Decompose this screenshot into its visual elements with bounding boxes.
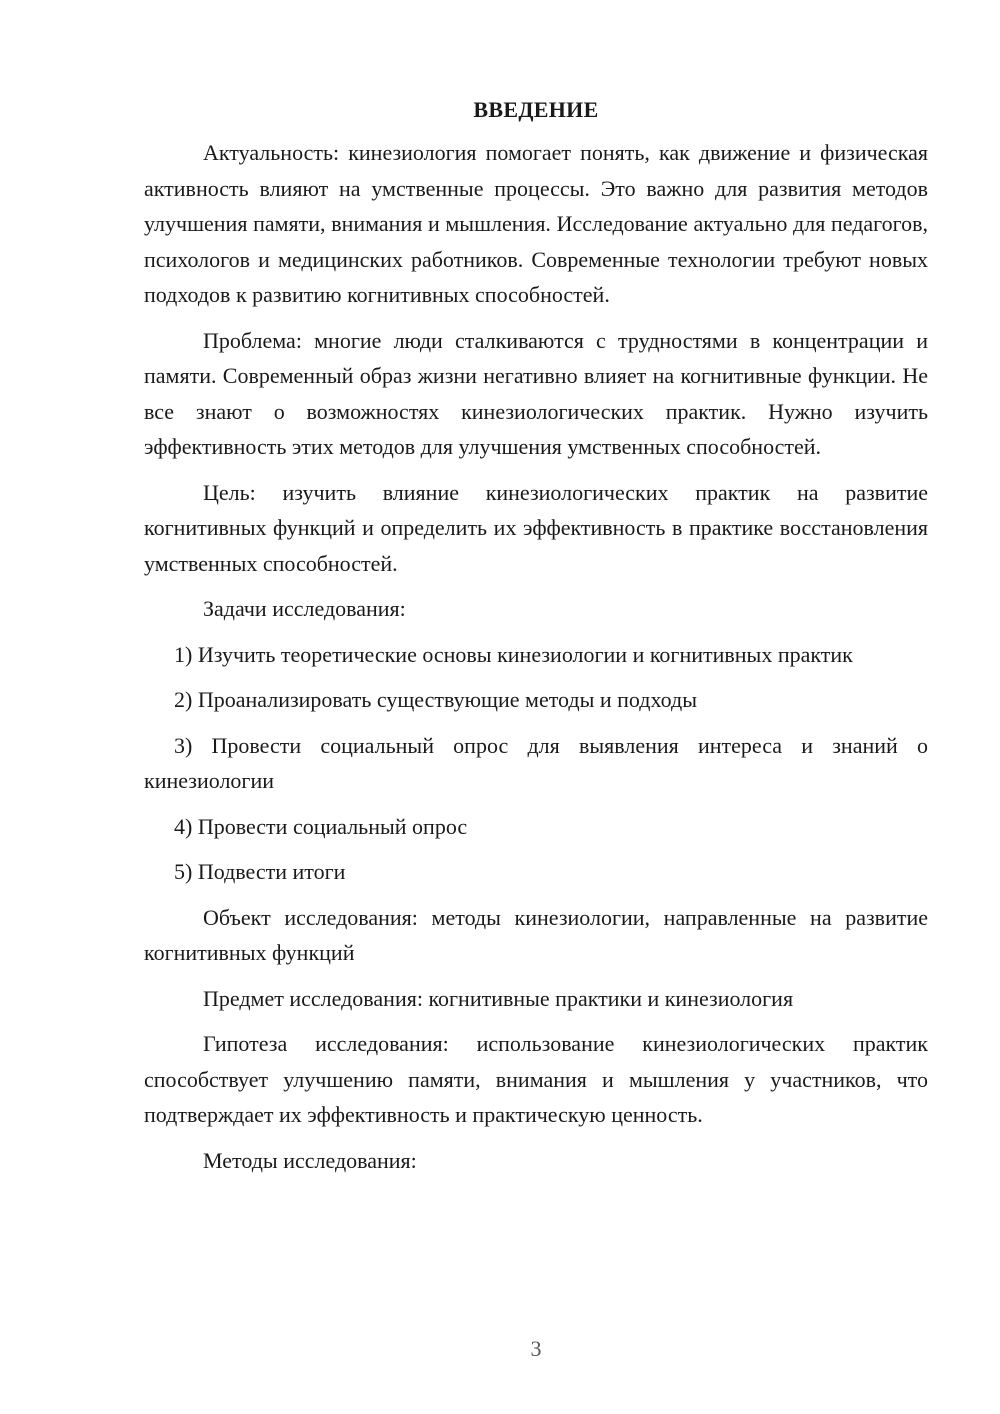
list-item: 1) Изучить теоретические основы кинезиологии и когнитивных практик <box>174 641 853 667</box>
page-content <box>144 92 928 1188</box>
hypothesis-paragraph: Гипотеза исследования: использование кинезиологических практик способствует улучшению памяти, внимания и мышления у участников, что подтверждает их эффективность и практическую ценность. <box>144 1031 928 1127</box>
goal-paragraph: Цель: изучить влияние кинезиологических практик на развитие когнитивных функций и определить их эффективность в практике восстановления умственных способностей. <box>144 479 928 576</box>
object-paragraph: Объект исследования: методы кинезиологии, направленные на развитие когнитивных функций <box>144 904 928 965</box>
subject-paragraph: Предмет исследования: когнитивные практики и кинезиология <box>203 985 794 1011</box>
section-title: ВВЕДЕНИЕ <box>473 97 599 122</box>
page-number: 3 <box>530 1336 542 1361</box>
problem-paragraph: Проблема: многие люди сталкиваются с трудностями в концентрации и памяти. Современный образ жизни негативно влияет на когнитивные функции. Не все знают о возможностях кинезиологических практик. Нужно изучить эффективность этих методов для улучшения умственных способностей. <box>144 327 928 459</box>
list-item: 4) Провести социальный опрос <box>174 813 468 839</box>
tasks-heading: Задачи исследования: <box>203 596 406 621</box>
list-item: 5) Подвести итоги <box>174 859 346 884</box>
methods-heading: Методы исследования: <box>203 1147 417 1173</box>
list-item: 3) Провести социальный опрос для выявления интереса и знаний о кинезиологии <box>144 732 928 793</box>
relevance-paragraph: Актуальность: кинезиология помогает понять, как движение и физическая активность влияют на умственные процессы. Это важно для развития методов улучшения памяти, внимания и мышления. Исследование актуально для педагогов, психологов и медицинских работников. Современные технологии требуют новых подходов к развитию когнитивных способностей. <box>144 140 928 307</box>
list-item: 2) Проанализировать существующие методы и подходы <box>174 687 697 712</box>
tasks-list <box>144 637 928 890</box>
